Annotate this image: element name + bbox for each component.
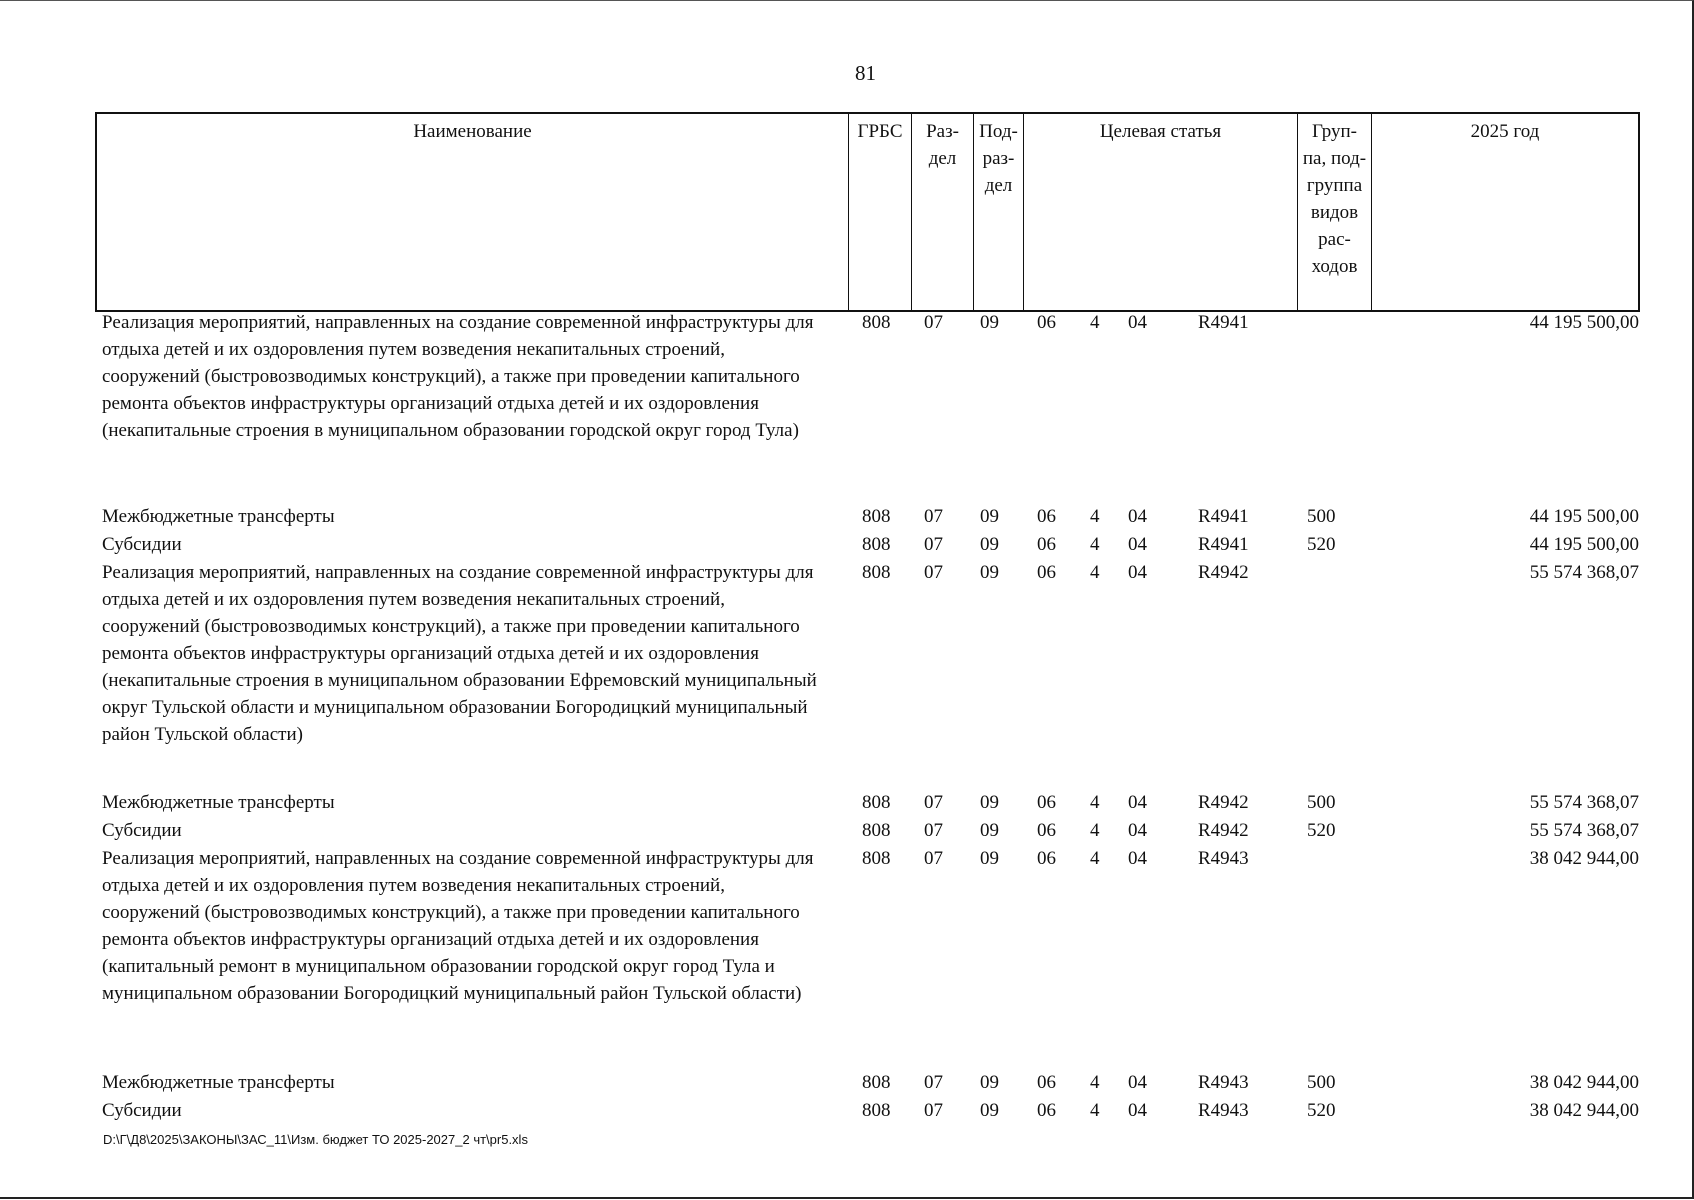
row-target-1: 06 xyxy=(1037,506,1056,527)
row-razdel: 07 xyxy=(924,1100,943,1121)
header-target: Целевая статья xyxy=(1024,114,1298,310)
row-amount: 55 574 368,07 xyxy=(1529,820,1639,841)
row-target-3: 04 xyxy=(1128,1072,1147,1093)
row-amount: 55 574 368,07 xyxy=(1529,562,1639,583)
row-razdel: 07 xyxy=(924,534,943,555)
row-group: 500 xyxy=(1307,506,1336,527)
row-grbs: 808 xyxy=(862,820,891,841)
header-year: 2025 год xyxy=(1470,121,1540,142)
row-razdel: 07 xyxy=(924,506,943,527)
header-name: Наименование xyxy=(97,114,849,310)
row-razdel: 07 xyxy=(924,792,943,813)
row-target-4: R4942 xyxy=(1198,792,1249,813)
row-razdel: 07 xyxy=(924,312,943,333)
row-name: Субсидии xyxy=(102,820,182,841)
row-target-3: 04 xyxy=(1128,1100,1147,1121)
header-group: Груп- па, под- группа видов рас- ходов xyxy=(1298,114,1372,310)
row-group: 500 xyxy=(1307,1072,1336,1093)
row-name: Межбюджетные трансферты xyxy=(102,506,335,527)
row-podrazdel: 09 xyxy=(980,506,999,527)
row-target-1: 06 xyxy=(1037,792,1056,813)
row-group: 520 xyxy=(1307,820,1336,841)
row-target-4: R4943 xyxy=(1198,1100,1249,1121)
row-target-3: 04 xyxy=(1128,820,1147,841)
row-podrazdel: 09 xyxy=(980,534,999,555)
row-podrazdel: 09 xyxy=(980,1072,999,1093)
row-name: Субсидии xyxy=(102,1100,182,1121)
row-razdel: 07 xyxy=(924,1072,943,1093)
row-target-2: 4 xyxy=(1090,312,1100,333)
row-target-2: 4 xyxy=(1090,506,1100,527)
row-podrazdel: 09 xyxy=(980,848,999,869)
row-podrazdel: 09 xyxy=(980,562,999,583)
header-razdel: Раз- дел xyxy=(912,114,974,310)
row-group: 520 xyxy=(1307,534,1336,555)
row-name: Реализация мероприятий, направленных на создание современной инфраструктуры для отдыха детей и их оздоровления путем возведения некапитальных строений, сооружений (быстровозводимых конструкций), а также при проведении капитального ремонта объектов инфраструктуры организаций отдыха детей и их оздоровления (капитальный ремонт в муниципальном образовании городской округ город Тула и муниципальном образовании Богородицкий муниципальный район Тульской области) xyxy=(102,848,814,1004)
file-path-footer: D:\Г\Д8\2025\ЗАКОНЫ\ЗАС_11\Изм. бюджет ТО 2025-2027_2 чт\pr5.xls xyxy=(103,1132,528,1147)
row-target-1: 06 xyxy=(1037,534,1056,555)
row-razdel: 07 xyxy=(924,848,943,869)
row-amount: 38 042 944,00 xyxy=(1529,1100,1639,1121)
row-grbs: 808 xyxy=(862,506,891,527)
row-amount: 44 195 500,00 xyxy=(1529,534,1639,555)
row-target-4: R4942 xyxy=(1198,562,1249,583)
row-target-1: 06 xyxy=(1037,848,1056,869)
row-amount: 44 195 500,00 xyxy=(1529,506,1639,527)
row-grbs: 808 xyxy=(862,848,891,869)
page-number: 81 xyxy=(855,61,876,85)
row-target-3: 04 xyxy=(1128,506,1147,527)
row-target-3: 04 xyxy=(1128,562,1147,583)
header-podrazdel: Под- раз- дел xyxy=(974,114,1024,310)
row-target-4: R4943 xyxy=(1198,848,1249,869)
row-target-3: 04 xyxy=(1128,848,1147,869)
row-razdel: 07 xyxy=(924,820,943,841)
row-name: Межбюджетные трансферты xyxy=(102,792,335,813)
row-amount: 55 574 368,07 xyxy=(1529,792,1639,813)
row-podrazdel: 09 xyxy=(980,312,999,333)
row-group: 520 xyxy=(1307,1100,1336,1121)
row-grbs: 808 xyxy=(862,792,891,813)
row-name: Межбюджетные трансферты xyxy=(102,1072,335,1093)
row-target-2: 4 xyxy=(1090,562,1100,583)
row-podrazdel: 09 xyxy=(980,792,999,813)
row-podrazdel: 09 xyxy=(980,1100,999,1121)
row-target-2: 4 xyxy=(1090,848,1100,869)
row-grbs: 808 xyxy=(862,562,891,583)
row-target-2: 4 xyxy=(1090,1100,1100,1121)
header-grbs: ГРБС xyxy=(849,114,912,310)
row-name: Реализация мероприятий, направленных на создание современной инфраструктуры для отдыха детей и их оздоровления путем возведения некапитальных строений, сооружений (быстровозводимых конструкций), а также при проведении капитального ремонта объектов инфраструктуры организаций отдыха детей и их оздоровления (некапитальные строения в муниципальном образовании Ефремовский муниципальный округ Тульской области и муниципальном образовании Богородицкий муниципальный район Тульской области) xyxy=(102,562,817,745)
row-grbs: 808 xyxy=(862,534,891,555)
row-target-2: 4 xyxy=(1090,792,1100,813)
row-name: Субсидии xyxy=(102,534,182,555)
row-target-2: 4 xyxy=(1090,820,1100,841)
row-target-4: R4941 xyxy=(1198,506,1249,527)
row-podrazdel: 09 xyxy=(980,820,999,841)
row-target-1: 06 xyxy=(1037,1100,1056,1121)
table-header xyxy=(95,112,1640,312)
row-target-1: 06 xyxy=(1037,562,1056,583)
row-target-2: 4 xyxy=(1090,534,1100,555)
row-amount: 38 042 944,00 xyxy=(1529,1072,1639,1093)
row-target-1: 06 xyxy=(1037,820,1056,841)
row-grbs: 808 xyxy=(862,1072,891,1093)
row-target-4: R4942 xyxy=(1198,820,1249,841)
row-target-3: 04 xyxy=(1128,312,1147,333)
row-grbs: 808 xyxy=(862,312,891,333)
row-razdel: 07 xyxy=(924,562,943,583)
row-amount: 38 042 944,00 xyxy=(1529,848,1639,869)
row-grbs: 808 xyxy=(862,1100,891,1121)
row-target-1: 06 xyxy=(1037,1072,1056,1093)
row-target-4: R4943 xyxy=(1198,1072,1249,1093)
row-target-2: 4 xyxy=(1090,1072,1100,1093)
row-name: Реализация мероприятий, направленных на создание современной инфраструктуры для отдыха детей и их оздоровления путем возведения некапитальных строений, сооружений (быстровозводимых конструкций), а также при проведении капитального ремонта объектов инфраструктуры организаций отдыха детей и их оздоровления (некапитальные строения в муниципальном образовании городской округ город Тула) xyxy=(102,312,814,441)
row-target-3: 04 xyxy=(1128,534,1147,555)
row-target-4: R4941 xyxy=(1198,312,1249,333)
row-target-4: R4941 xyxy=(1198,534,1249,555)
row-target-1: 06 xyxy=(1037,312,1056,333)
row-amount: 44 195 500,00 xyxy=(1529,312,1639,333)
row-group: 500 xyxy=(1307,792,1336,813)
row-target-3: 04 xyxy=(1128,792,1147,813)
